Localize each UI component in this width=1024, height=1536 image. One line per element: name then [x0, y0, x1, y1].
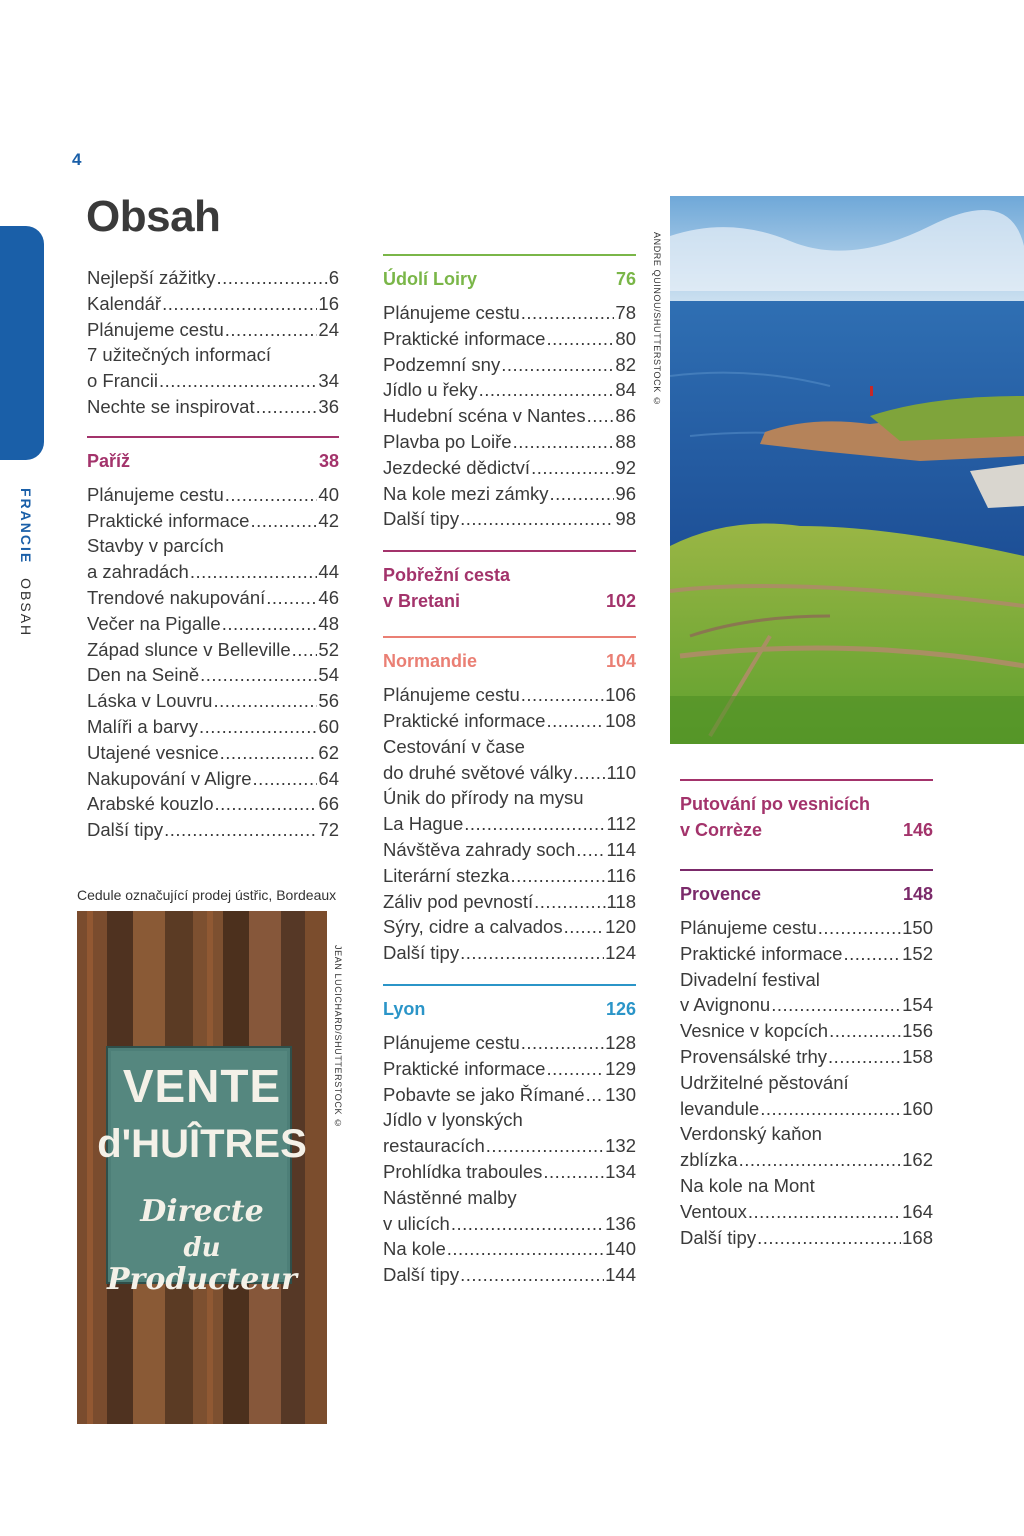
toc-entry[interactable]	[383, 455, 636, 481]
section-page: 146	[902, 820, 933, 840]
toc-entry-title: Vesnice v kopcích	[680, 1020, 829, 1042]
toc-entry[interactable]	[680, 992, 933, 1018]
dot-leader	[253, 766, 318, 792]
toc-list-loira	[383, 300, 636, 532]
toc-entry-title: Praktické informace	[383, 709, 546, 731]
toc-entry-page: 62	[318, 741, 339, 763]
section-header-pariz[interactable]	[87, 436, 339, 474]
toc-entry-page: 108	[605, 709, 636, 731]
toc-entry-page: 80	[615, 327, 636, 349]
toc-entry[interactable]	[87, 662, 339, 688]
toc-entry-title: o Francii	[87, 370, 158, 392]
side-label-country: FRANCIE	[18, 488, 34, 565]
toc-entry-title: Kalendář	[87, 292, 162, 314]
toc-entry-page: 60	[318, 715, 339, 737]
toc-entry-page: 42	[318, 509, 339, 531]
toc-entry-continued: Na kole na Mont	[680, 1174, 815, 1196]
toc-entry-title: Další tipy	[383, 508, 460, 530]
side-label-section: OBSAH	[18, 578, 34, 638]
dot-leader	[587, 403, 615, 429]
toc-entry-title: Literární stezka	[383, 864, 510, 886]
toc-entry[interactable]	[680, 1096, 933, 1122]
toc-entry-page: 36	[318, 395, 339, 417]
toc-entry[interactable]	[383, 506, 636, 532]
page-number: 4	[72, 150, 82, 169]
dot-leader	[550, 481, 615, 507]
dot-leader	[818, 915, 901, 941]
toc-entry-page: 48	[318, 612, 339, 634]
toc-entry-title: Praktické informace	[383, 1057, 546, 1079]
toc-entry-page: 130	[605, 1083, 636, 1105]
page-title: Obsah	[86, 192, 221, 241]
section-name: Paříž	[87, 450, 131, 471]
toc-entry-page: 16	[318, 292, 339, 314]
dot-leader	[214, 791, 317, 817]
dot-leader	[222, 611, 318, 637]
toc-entry[interactable]	[383, 863, 636, 889]
toc-entry-title: Záliv pod pevností	[383, 890, 534, 912]
toc-entry-continued: Verdonský kaňon	[680, 1123, 822, 1145]
sidebar-tab	[0, 226, 44, 460]
toc-entry-title: Nejlepší zážitky	[87, 267, 216, 288]
toc-entry-page: 88	[615, 430, 636, 452]
dot-leader	[513, 429, 615, 455]
dot-leader	[521, 1030, 604, 1056]
toc-entry-page: 52	[318, 638, 339, 660]
toc-entry-title: Praktické informace	[87, 509, 250, 531]
dot-leader	[200, 662, 317, 688]
toc-entry[interactable]	[87, 482, 339, 508]
toc-entry-title: Ventoux	[680, 1200, 747, 1222]
section-name: Údolí Loiry	[383, 269, 477, 289]
sign-text-producteur: Producteur	[107, 1262, 297, 1297]
toc-entry[interactable]	[383, 1211, 636, 1237]
toc-list-normandie	[383, 682, 636, 966]
toc-entry-title: Plánujeme cestu	[680, 917, 817, 938]
section-name-line1: Putování po vesnicích	[680, 794, 871, 814]
toc-list-lyon	[383, 1030, 636, 1288]
toc-entry-page: 24	[318, 318, 339, 340]
toc-entry-title: Plánujeme cestu	[383, 302, 520, 323]
toc-entry[interactable]	[383, 481, 636, 507]
toc-entry[interactable]	[680, 1018, 933, 1044]
toc-entry[interactable]	[87, 508, 339, 534]
toc-entry-title: restauracích	[383, 1135, 485, 1157]
toc-entry[interactable]	[87, 817, 339, 843]
toc-entry[interactable]	[383, 429, 636, 455]
toc-entry-page: 98	[615, 508, 636, 530]
toc-entry-title: Sýry, cidre a calvados	[383, 916, 563, 938]
dot-leader	[576, 837, 605, 863]
toc-entry-title: Prohlídka traboules	[383, 1160, 543, 1182]
dot-leader	[460, 506, 614, 532]
dot-leader	[159, 368, 317, 394]
toc-entry-page: 134	[605, 1160, 636, 1182]
dot-leader	[256, 394, 318, 420]
toc-entry-title: Další tipy	[383, 1264, 460, 1286]
toc-entry[interactable]	[680, 1147, 933, 1173]
toc-entry-title: Plavba po Loiře	[383, 430, 512, 452]
toc-entry-page: 56	[318, 690, 339, 712]
dot-leader	[451, 1211, 604, 1237]
dot-leader	[292, 637, 318, 663]
dot-leader	[521, 682, 604, 708]
section-header-provence[interactable]	[680, 869, 933, 907]
toc-entry-title: Nechte se inspirovat	[87, 395, 255, 417]
sign-text-directe: Directe	[140, 1194, 264, 1229]
dot-leader	[760, 1096, 901, 1122]
toc-entry[interactable]	[87, 368, 339, 394]
dot-leader	[460, 1262, 604, 1288]
toc-entry[interactable]	[87, 317, 339, 343]
section-name: Provence	[680, 884, 762, 904]
section-name: Lyon	[383, 998, 426, 1019]
dot-leader	[757, 1225, 901, 1251]
dot-leader	[546, 708, 604, 734]
toc-entry[interactable]	[87, 394, 339, 420]
toc-entry-title: Západ slunce v Belleville	[87, 638, 291, 660]
dot-leader	[464, 811, 605, 837]
toc-entry-title: Další tipy	[680, 1226, 757, 1248]
toc-entry[interactable]	[383, 940, 636, 966]
dot-leader	[531, 455, 614, 481]
toc-entry-title: Praktické informace	[680, 942, 843, 964]
side-label	[18, 488, 34, 637]
toc-entry-page: 40	[318, 483, 339, 505]
toc-entry-title: do druhé světové války	[383, 761, 573, 783]
toc-entry[interactable]	[680, 1044, 933, 1070]
sign-text-vente: VENTE	[122, 1060, 282, 1112]
section-page: 104	[605, 651, 636, 672]
toc-entry-page: 140	[605, 1238, 636, 1260]
toc-entry-page: 44	[318, 561, 339, 583]
toc-entry-title: Jezdecké dědictví	[383, 456, 531, 478]
toc-entry[interactable]	[87, 766, 339, 792]
dot-leader	[479, 377, 615, 403]
toc-entry-page: 112	[606, 813, 636, 835]
section-header-loira[interactable]	[383, 254, 636, 292]
toc-entry[interactable]	[383, 1030, 636, 1056]
toc-entry-title: v Avignonu	[680, 994, 771, 1016]
toc-entry[interactable]	[383, 352, 636, 378]
toc-list-provence	[680, 915, 933, 1250]
toc-entry-title: Plánujeme cestu	[87, 318, 224, 340]
toc-entry-title: Jídlo u řeky	[383, 379, 478, 401]
section-page: 102	[605, 591, 636, 612]
toc-entry[interactable]	[87, 611, 339, 637]
section-name: Normandie	[383, 651, 478, 672]
toc-entry[interactable]	[87, 740, 339, 766]
toc-entry[interactable]	[87, 791, 339, 817]
toc-entry[interactable]	[87, 559, 339, 585]
toc-entry[interactable]	[383, 300, 636, 326]
section-page: 76	[615, 269, 636, 289]
dot-leader	[829, 1018, 901, 1044]
toc-entry-title: Malíři a barvy	[87, 715, 199, 737]
dot-leader	[250, 508, 317, 534]
dot-leader	[460, 940, 604, 966]
dot-leader	[162, 291, 317, 317]
toc-entry-page: 156	[902, 1020, 933, 1042]
toc-entry[interactable]	[680, 1199, 933, 1225]
sign-text-du: du	[183, 1233, 221, 1263]
toc-entry-page: 168	[902, 1226, 933, 1248]
sign-text-huitres: d'HUÎTRES	[97, 1122, 307, 1166]
dot-leader	[225, 317, 318, 343]
toc-list-intro	[87, 265, 339, 420]
toc-entry[interactable]	[87, 291, 339, 317]
toc-entry-page: 46	[318, 586, 339, 608]
toc-entry-title: Pobavte se jako Římané	[383, 1083, 585, 1105]
toc-entry-page: 152	[902, 942, 933, 964]
toc-entry[interactable]	[87, 265, 339, 291]
toc-entry-page: 96	[615, 482, 636, 504]
section-page: 126	[605, 998, 636, 1019]
coast-photo	[670, 196, 1024, 744]
dot-leader	[217, 265, 328, 291]
toc-entry-page: 160	[902, 1097, 933, 1119]
toc-entry-page: 84	[615, 379, 636, 401]
dot-leader	[573, 760, 605, 786]
section-name-line2: v Bretani	[383, 591, 461, 612]
toc-entry-title: Plánujeme cestu	[87, 483, 224, 505]
toc-entry-page: 66	[318, 793, 339, 815]
toc-entry[interactable]	[383, 682, 636, 708]
dot-leader	[546, 1056, 604, 1082]
dot-leader	[190, 559, 318, 585]
toc-entry-page: 158	[902, 1045, 933, 1067]
toc-entry-page: 54	[318, 664, 339, 686]
toc-entry[interactable]	[383, 1082, 636, 1108]
dot-leader	[225, 482, 318, 508]
toc-entry[interactable]	[383, 377, 636, 403]
toc-entry[interactable]	[87, 714, 339, 740]
toc-entry-continued: Divadelní festival	[680, 968, 820, 990]
toc-entry-page: 129	[605, 1057, 636, 1079]
toc-entry[interactable]	[383, 760, 636, 786]
coast-photo-credit: ANDRE QUINOU/SHUTTERSTOCK ©	[652, 232, 662, 407]
dot-leader	[748, 1199, 901, 1225]
toc-entry-title: Podzemní sny	[383, 353, 501, 375]
toc-list-pariz	[87, 482, 339, 843]
toc-entry-page: 120	[605, 916, 636, 938]
dot-leader	[213, 688, 317, 714]
toc-entry[interactable]	[383, 811, 636, 837]
toc-entry-title: Den na Seině	[87, 664, 200, 686]
section-page: 38	[318, 450, 339, 471]
section-header-lyon[interactable]	[383, 984, 636, 1022]
toc-entry-page: 72	[318, 819, 339, 841]
dot-leader	[199, 714, 317, 740]
dot-leader	[843, 941, 901, 967]
toc-entry-title: Další tipy	[383, 942, 460, 964]
toc-entry[interactable]	[680, 915, 933, 941]
section-page: 148	[902, 884, 933, 904]
toc-entry-page: 128	[605, 1031, 636, 1053]
toc-entry-continued: Jídlo v lyonských	[383, 1109, 523, 1131]
toc-entry[interactable]	[87, 688, 339, 714]
toc-entry-title: Večer na Pigalle	[87, 612, 221, 634]
oyster-sign-photo	[77, 911, 327, 1424]
toc-entry[interactable]	[383, 1262, 636, 1288]
dot-leader	[447, 1236, 604, 1262]
toc-entry-title: Hudební scéna v Nantes	[383, 405, 586, 427]
toc-entry-page: 78	[615, 302, 636, 323]
dot-leader	[220, 740, 318, 766]
toc-entry[interactable]	[383, 1056, 636, 1082]
toc-entry-page: 34	[318, 370, 339, 392]
toc-entry-title: zblízka	[680, 1149, 738, 1171]
toc-entry-continued: Udržitelné pěstování	[680, 1071, 849, 1093]
toc-entry-title: Praktické informace	[383, 327, 546, 349]
toc-entry[interactable]	[383, 1236, 636, 1262]
dot-leader	[546, 326, 614, 352]
dot-leader	[739, 1147, 902, 1173]
section-name-line1: Pobřežní cesta	[383, 565, 511, 586]
section-name-line2: v Corrèze	[680, 820, 763, 840]
toc-entry-page: 118	[606, 890, 636, 912]
toc-entry-page: 114	[606, 838, 636, 860]
dot-leader	[564, 914, 605, 940]
toc-entry[interactable]	[383, 837, 636, 863]
toc-entry-page: 162	[902, 1149, 933, 1171]
toc-entry-title: Nakupování v Aligre	[87, 767, 252, 789]
toc-entry-title: Na kole mezi zámky	[383, 482, 549, 504]
toc-entry-title: a zahradách	[87, 561, 189, 583]
section-header-normandie[interactable]	[383, 636, 636, 674]
dot-leader	[521, 300, 615, 326]
toc-entry-page: 144	[605, 1264, 636, 1286]
toc-entry[interactable]	[383, 708, 636, 734]
dot-leader	[510, 863, 605, 889]
toc-entry-page: 82	[615, 353, 636, 375]
dot-leader	[828, 1044, 901, 1070]
toc-entry[interactable]	[383, 1159, 636, 1185]
toc-entry-continued: Nástěnné malby	[383, 1186, 517, 1208]
toc-entry-title: Láska v Louvru	[87, 690, 213, 712]
toc-entry-title: Návštěva zahrady soch	[383, 838, 576, 860]
toc-entry[interactable]	[383, 403, 636, 429]
toc-entry-page: 116	[606, 864, 636, 886]
section-header-correze[interactable]	[680, 779, 933, 843]
toc-entry-title: Utajené vesnice	[87, 741, 219, 763]
toc-entry-title: La Hague	[383, 813, 464, 835]
toc-entry-page: 92	[615, 456, 636, 478]
toc-entry-page: 132	[605, 1135, 636, 1157]
toc-entry-page: 64	[318, 767, 339, 789]
section-header-bretan[interactable]	[383, 550, 636, 614]
dot-leader	[534, 889, 605, 915]
toc-entry-page: 164	[902, 1200, 933, 1222]
dot-leader	[771, 992, 901, 1018]
toc-entry-page: 6	[328, 267, 339, 288]
toc-entry-title: Plánujeme cestu	[383, 1031, 520, 1053]
toc-entry[interactable]	[383, 889, 636, 915]
toc-entry-title: Provensálské trhy	[680, 1045, 828, 1067]
toc-entry-page: 154	[902, 994, 933, 1016]
toc-entry[interactable]	[87, 637, 339, 663]
toc-entry-continued: Cestování v čase	[383, 735, 525, 757]
sign-photo-credit: JEAN LUCICHARD/SHUTTERSTOCK ©	[333, 945, 343, 1129]
sign-photo-caption: Cedule označující prodej ústřic, Bordeaux	[77, 887, 337, 903]
toc-entry[interactable]	[87, 585, 339, 611]
toc-entry-continued: Stavby v parcích	[87, 535, 224, 557]
toc-entry-title: levandule	[680, 1097, 760, 1119]
toc-entry-page: 150	[902, 917, 933, 938]
toc-entry[interactable]	[383, 326, 636, 352]
toc-entry-page: 136	[605, 1212, 636, 1234]
toc-entry-title: Na kole	[383, 1238, 446, 1260]
toc-entry-page: 86	[615, 405, 636, 427]
toc-entry[interactable]	[383, 1133, 636, 1159]
toc-entry-page: 110	[606, 761, 636, 783]
toc-entry-page: 124	[605, 942, 636, 964]
toc-entry[interactable]	[383, 914, 636, 940]
dot-leader	[164, 817, 317, 843]
dot-leader	[486, 1133, 604, 1159]
toc-entry[interactable]	[680, 941, 933, 967]
dot-leader	[543, 1159, 604, 1185]
dot-leader	[586, 1082, 605, 1108]
toc-entry[interactable]	[680, 1225, 933, 1251]
toc-entry-title: Další tipy	[87, 819, 164, 841]
toc-entry-title: v ulicích	[383, 1212, 450, 1234]
dot-leader	[501, 352, 614, 378]
toc-entry-title: Arabské kouzlo	[87, 793, 214, 815]
dot-leader	[266, 585, 317, 611]
toc-entry-title: Plánujeme cestu	[383, 684, 520, 706]
toc-entry-page: 106	[605, 684, 636, 706]
toc-entry-continued: Únik do přírody na mysu	[383, 787, 584, 809]
toc-entry-continued: 7 užitečných informací	[87, 344, 272, 366]
toc-entry-title: Trendové nakupování	[87, 586, 266, 608]
